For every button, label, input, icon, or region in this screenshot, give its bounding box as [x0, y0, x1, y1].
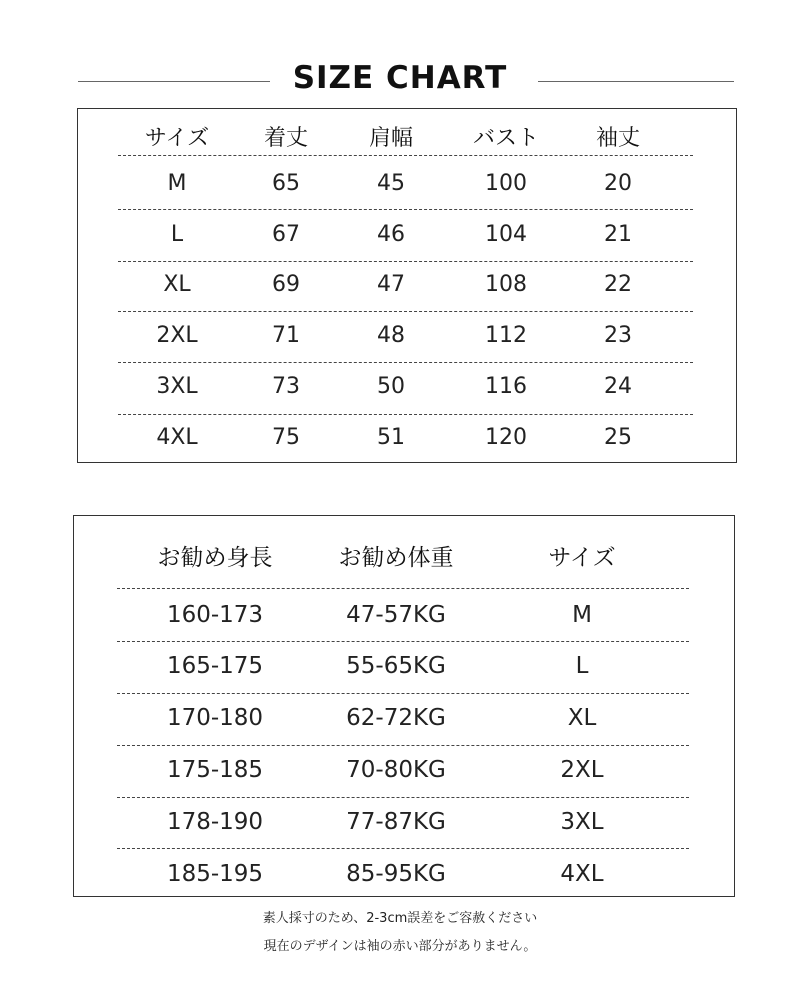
recommend-table-row-divider — [117, 848, 689, 849]
size-table-cell: 104 — [485, 222, 527, 247]
size-table-cell: 20 — [604, 171, 632, 196]
recommend-table-cell: 170-180 — [166, 705, 264, 731]
recommend-table-cell: M — [572, 602, 592, 628]
size-table-cell: 22 — [604, 272, 632, 297]
size-table — [77, 108, 737, 463]
recommend-table-cell: 77-87KG — [346, 809, 446, 835]
recommend-table-cell: 62-72KG — [346, 705, 446, 731]
recommend-table-cell: 178-190 — [166, 809, 264, 835]
size-table-row-divider — [118, 209, 693, 210]
size-table-cell: 47 — [377, 272, 405, 297]
size-table-cell: 4XL — [156, 425, 198, 450]
recommend-table-cell: 55-65KG — [346, 653, 446, 679]
size-table-cell: 108 — [485, 272, 527, 297]
note-measurement: 素人採寸のため、2-3cm誤差をご容赦ください — [262, 911, 538, 926]
size-table-cell: 71 — [272, 323, 300, 348]
size-table-cell: 100 — [485, 171, 527, 196]
size-table-cell: XL — [163, 272, 191, 297]
recommend-table-cell: 175-185 — [166, 757, 264, 783]
size-table-cell: 112 — [485, 323, 527, 348]
size-table-header-cell: 袖丈 — [595, 126, 641, 151]
recommend-table-cell: 85-95KG — [346, 861, 446, 887]
size-table-cell: 73 — [272, 374, 300, 399]
title-divider-right — [538, 81, 734, 82]
recommend-table-header-cell: サイズ — [548, 545, 616, 571]
recommend-table — [73, 515, 735, 897]
page-title: SIZE CHART — [292, 60, 508, 96]
size-table-cell: L — [170, 222, 184, 247]
recommend-table-cell: 47-57KG — [346, 602, 446, 628]
recommend-table-cell: 2XL — [560, 757, 604, 783]
size-table-cell: 65 — [272, 171, 300, 196]
recommend-table-cell: 3XL — [560, 809, 604, 835]
size-table-row-divider — [118, 311, 693, 312]
recommend-table-cell: L — [575, 653, 589, 679]
size-table-cell: 21 — [604, 222, 632, 247]
recommend-table-cell: 160-173 — [166, 602, 264, 628]
recommend-table-cell: 165-175 — [166, 653, 264, 679]
size-table-cell: 3XL — [156, 374, 198, 399]
size-table-cell: 120 — [485, 425, 527, 450]
size-table-cell: 23 — [604, 323, 632, 348]
size-table-cell: 51 — [377, 425, 405, 450]
size-table-cell: M — [167, 171, 187, 196]
size-table-cell: 116 — [485, 374, 527, 399]
recommend-table-row-divider — [117, 588, 689, 589]
recommend-table-cell: 4XL — [560, 861, 604, 887]
size-table-header-cell: 着丈 — [263, 126, 309, 151]
recommend-table-row-divider — [117, 641, 689, 642]
recommend-table-row-divider — [117, 745, 689, 746]
size-table-row-divider — [118, 362, 693, 363]
recommend-table-header-cell: お勧め身長 — [157, 545, 273, 571]
recommend-table-row-divider — [117, 693, 689, 694]
recommend-table-cell: 70-80KG — [346, 757, 446, 783]
size-table-cell: 45 — [377, 171, 405, 196]
size-table-cell: 46 — [377, 222, 405, 247]
size-table-header-cell: 肩幅 — [368, 126, 414, 151]
size-table-cell: 25 — [604, 425, 632, 450]
size-table-header-cell: サイズ — [144, 126, 210, 151]
size-table-cell: 75 — [272, 425, 300, 450]
recommend-table-header-cell: お勧め体重 — [338, 545, 454, 571]
size-table-cell: 48 — [377, 323, 405, 348]
size-table-cell: 67 — [272, 222, 300, 247]
recommend-table-cell: XL — [567, 705, 597, 731]
size-table-cell: 69 — [272, 272, 300, 297]
title-bar — [0, 56, 800, 106]
size-table-row-divider — [118, 414, 693, 415]
recommend-table-row-divider — [117, 797, 689, 798]
size-table-row-divider — [118, 155, 693, 156]
size-table-cell: 24 — [604, 374, 632, 399]
size-table-cell: 50 — [377, 374, 405, 399]
recommend-table-cell: 185-195 — [166, 861, 264, 887]
size-table-row-divider — [118, 261, 693, 262]
size-table-header-cell: バスト — [472, 126, 540, 151]
note-design: 現在のデザインは袖の赤い部分がありません。 — [263, 939, 537, 954]
size-table-cell: 2XL — [156, 323, 198, 348]
